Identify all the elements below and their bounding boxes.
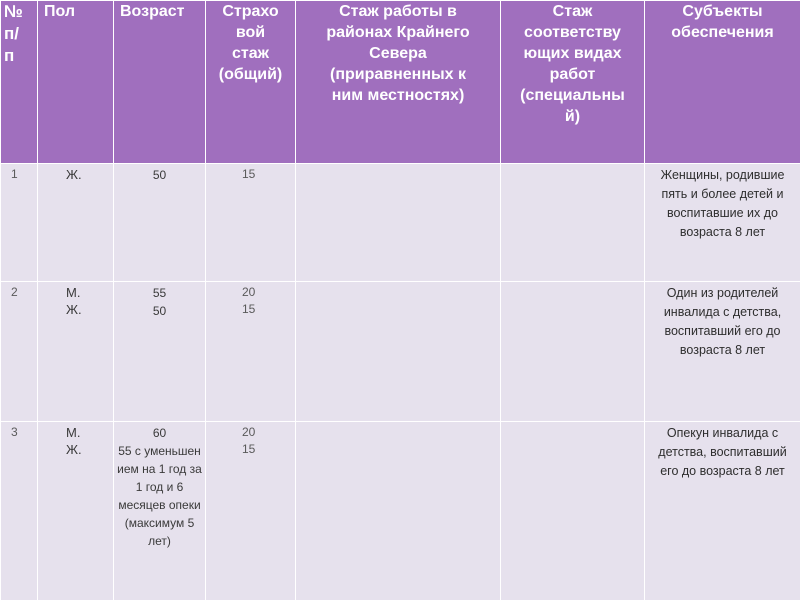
cell-sex: М. Ж. bbox=[38, 422, 114, 600]
cell-insurance-stazh: 20 15 bbox=[206, 282, 296, 422]
cell-special-stazh bbox=[501, 164, 645, 282]
cell-insurance-stazh: 20 15 bbox=[206, 422, 296, 600]
cell-insurance-stazh: 15 bbox=[206, 164, 296, 282]
cell-sex: Ж. bbox=[38, 164, 114, 282]
header-num: № п/ п bbox=[1, 1, 38, 164]
table-row bbox=[1, 282, 800, 422]
cell-subjects: Один из родителей инвалида с детства, воспитавший его до возраста 8 лет bbox=[645, 282, 800, 422]
header-age: Возраст bbox=[114, 1, 206, 164]
header-subjects: Субъекты обеспечения bbox=[645, 1, 800, 164]
header-special-stazh: Стаж соответству ющих видах работ (специальны й) bbox=[501, 1, 645, 164]
cell-num: 1 bbox=[1, 164, 38, 282]
cell-north-stazh bbox=[296, 282, 501, 422]
header-sex: Пол bbox=[38, 1, 114, 164]
table-row bbox=[1, 422, 800, 600]
cell-subjects: Женщины, родившие пять и более детей и воспитавшие их до возраста 8 лет bbox=[645, 164, 800, 282]
cell-north-stazh bbox=[296, 422, 501, 600]
cell-north-stazh bbox=[296, 164, 501, 282]
cell-special-stazh bbox=[501, 282, 645, 422]
cell-num: 2 bbox=[1, 282, 38, 422]
cell-num: 3 bbox=[1, 422, 38, 600]
cell-special-stazh bbox=[501, 422, 645, 600]
cell-age: 60 55 с уменьшен ием на 1 год за 1 год и 6 месяцев опеки (максимум 5 лет) bbox=[114, 422, 206, 600]
table-header-row bbox=[1, 1, 800, 164]
header-insurance-stazh: Страхо вой стаж (общий) bbox=[206, 1, 296, 164]
cell-age: 50 bbox=[114, 164, 206, 282]
cell-subjects: Опекун инвалида с детства, воспитавший его до возраста 8 лет bbox=[645, 422, 800, 600]
cell-age: 55 50 bbox=[114, 282, 206, 422]
table-row bbox=[1, 164, 800, 282]
cell-sex: М. Ж. bbox=[38, 282, 114, 422]
header-north-stazh: Стаж работы в районах Крайнего Севера (приравненных к ним местностях) bbox=[296, 1, 501, 164]
